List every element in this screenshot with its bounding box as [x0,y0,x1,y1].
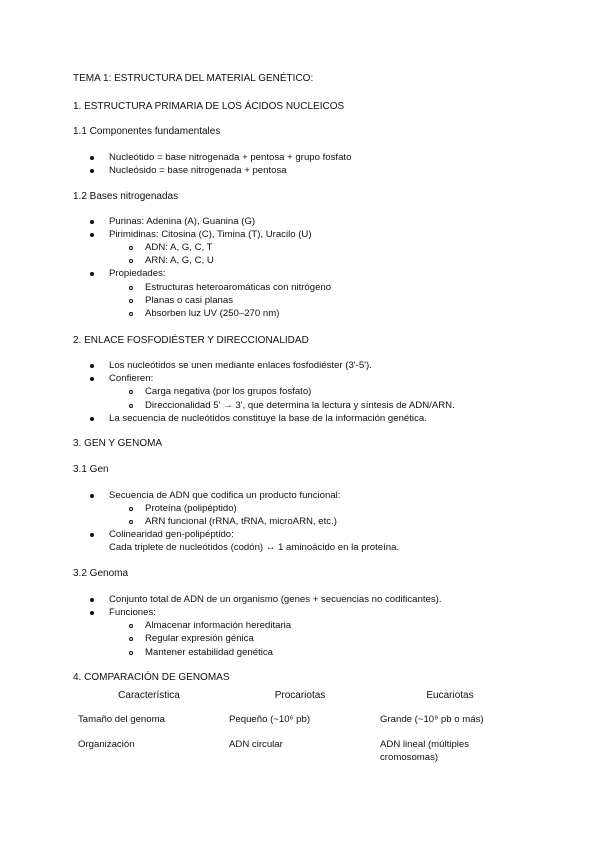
list-item: Secuencia de ADN que codifica un producto funcional: [109,490,341,501]
bullet-icon [90,611,94,615]
list-item: Propiedades: [109,268,166,279]
sub-list-item: Planas o casi planas [145,295,233,306]
circle-bullet-icon [129,507,133,511]
list-item: Confieren: [109,373,154,384]
circle-bullet-icon [129,390,133,394]
circle-bullet-icon [129,299,133,303]
subsection-3-1-heading: 3.1 Gen [73,464,109,475]
bullet-icon [90,417,94,421]
sub-list-item: ADN: A, G, C, T [145,242,213,253]
circle-bullet-icon [129,637,133,641]
table-cell: Organización [78,739,135,750]
subsection-1-1-heading: 1.1 Componentes fundamentales [73,126,221,137]
sub-list-item: Almacenar información hereditaria [145,620,292,631]
list-item: Purinas: Adenina (A), Guanina (G) [109,216,256,227]
document-title: TEMA 1: ESTRUCTURA DEL MATERIAL GENÉTICO: [73,73,314,84]
table-cell: Pequeño (~10⁶ pb) [229,714,311,725]
bullet-icon [90,233,94,237]
circle-bullet-icon [129,286,133,290]
section-4-heading: 4. COMPARACIÓN DE GENOMAS [73,672,230,683]
sub-list-item: Absorben luz UV (250–270 nm) [145,308,280,319]
table-header-cell: Procariotas [274,690,326,701]
circle-bullet-icon [129,259,133,263]
list-item: Pirimidinas: Citosina (C), Timina (T), Uracilo (U) [109,229,312,240]
table-cell: ADN circular [229,739,283,750]
circle-bullet-icon [129,651,133,655]
sub-list-item: Mantener estabilidad genética [145,647,274,658]
sub-list-item: ARN funcional (rRNA, tRNA, microARN, etc.) [145,516,337,527]
sub-list-item: Carga negativa (por los grupos fosfato) [145,386,312,397]
circle-bullet-icon [129,624,133,628]
list-item-continuation: Cada triplete de nucleótidos (codón) ↔ 1 aminoácido en la proteína. [109,542,400,553]
sub-list-item: Estructuras heteroaromáticas con nitrógeno [145,282,332,293]
sub-list-item: ARN: A, G, C, U [145,255,214,266]
list-item: Nucleótido = base nitrogenada + pentosa + grupo fosfato [109,152,352,163]
subsection-1-2-heading: 1.2 Bases nitrogenadas [73,191,179,202]
bullet-icon [90,364,94,368]
sub-list-item: Proteína (polipéptido) [145,503,237,514]
circle-bullet-icon [129,246,133,250]
section-2-heading: 2. ENLACE FOSFODIÉSTER Y DIRECCIONALIDAD [73,335,309,346]
section-3-heading: 3. GEN Y GENOMA [73,438,163,449]
section-1-heading: 1. ESTRUCTURA PRIMARIA DE LOS ÁCIDOS NUCLEICOS [73,101,345,112]
sub-list-item: Direccionalidad 5' → 3', que determina la lectura y síntesis de ADN/ARN. [145,400,455,411]
circle-bullet-icon [129,520,133,524]
list-item: Los nucleótidos se unen mediante enlaces fosfodiéster (3'-5'). [109,360,372,371]
bullet-icon [90,494,94,498]
bullet-icon [90,598,94,602]
list-item: Funciones: [109,607,156,618]
bullet-icon [90,220,94,224]
list-item: Nucleósido = base nitrogenada + pentosa [109,165,287,176]
bullet-icon [90,156,94,160]
table-cell: Grande (~10⁹ pb o más) [380,714,484,725]
table-header-cell: Característica [118,690,180,701]
list-item: Colinearidad gen-polipéptido: [109,529,234,540]
circle-bullet-icon [129,312,133,316]
subsection-3-2-heading: 3.2 Genoma [73,568,129,579]
bullet-icon [90,377,94,381]
bullet-icon [90,272,94,276]
sub-list-item: Regular expresión génica [145,633,254,644]
bullet-icon [90,533,94,537]
list-item: Conjunto total de ADN de un organismo (genes + secuencias no codificantes). [109,594,442,605]
table-header-cell: Eucariotas [426,690,474,701]
bullet-icon [90,169,94,173]
table-cell: Tamaño del genoma [78,714,165,725]
circle-bullet-icon [129,404,133,408]
table-cell: ADN lineal (múltiples cromosomas) [380,739,470,763]
list-item: La secuencia de nucleótidos constituye la base de la información genética. [109,413,427,424]
